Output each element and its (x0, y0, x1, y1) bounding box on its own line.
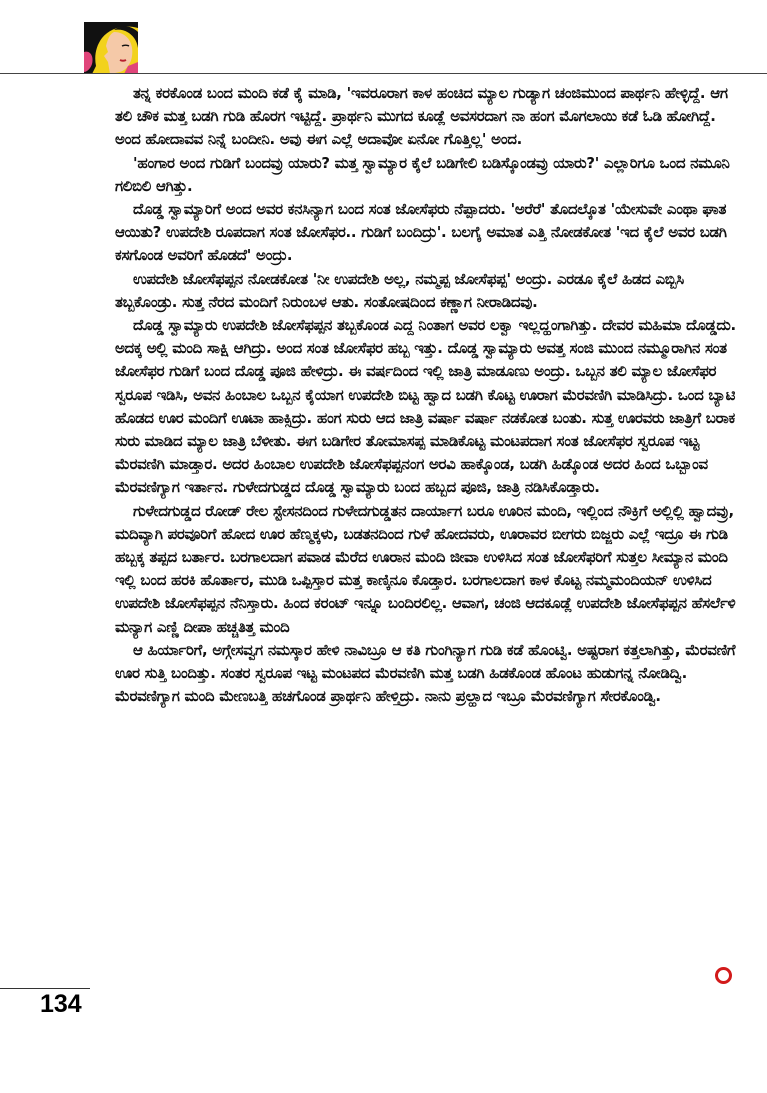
body-text (115, 82, 741, 708)
paragraph: ದೊಡ್ಡ ಸ್ವಾಮ್ಯಾರು ಉಪದೇಶಿ ಜೋಸೆಫಪ್ಪನ ತಬ್ಬಕೊಂಡ ಎದ್ದ ನಿಂತಾಗ ಅವರ ಲಕ್ವಾ ಇಲ್ಲದ್ಹಂಗಾಗಿತ್ತು. ದೇವರ ಮಹಿಮಾ ದೊಡ್ಡದು. ಅದಕ್ಕ ಅಲ್ಲಿ ಮಂದಿ ಸಾಕ್ಷಿ ಆಗಿದ್ರು. ಅಂದ ಸಂತ ಜೋಸೆಫರ ಹಬ್ಬ ಇತ್ತು. ದೊಡ್ಡ ಸ್ವಾಮ್ಯಾರು ಅವತ್ತ ಸಂಜಿ ಮುಂದ ನಮ್ಮೂರಾಗಿನ ಸಂತ ಜೋಸೆಫರ ಗುಡಿಗೆ ಬಂದ ದೊಡ್ಡ ಪೂಜಿ ಹೇಳಿದ್ರು. ಈ ವರ್ಷದಿಂದ ಇಲ್ಲಿ ಜಾತ್ರಿ ಮಾಡೂಣು ಅಂದ್ರು. ಒಬ್ಬನ ತಲಿ ಮ್ಯಾಲ ಜೋಸೆಫರ ಸ್ವರೂಪ ಇಡಿಸಿ, ಅವನ ಹಿಂಬಾಲ ಒಬ್ಬನ ಕೈಯಾಗ ಉಪದೇಶಿ ಬಿಟ್ಟ ಹ್ವಾದ ಬಡಗಿ ಕೊಟ್ಟ ಊರಾಗ ಮೆರವಣಿಗಿ ಮಾಡಿಸಿದ್ರು. ಒಂದ ಬ್ಯಾಟಿ ಹೊಡದ ಊರ ಮಂದಿಗೆ ಊಟಾ ಹಾಕ್ಸಿದ್ರು. ಹಂಗ ಸುರು ಆದ ಜಾತ್ರಿ ವರ್ಷಾ ವರ್ಷಾ ನಡಕೋತ ಬಂತು. ಸುತ್ತ ಊರವರು ಜಾತ್ರಿಗೆ ಬರಾಕ ಸುರು ಮಾಡಿದ ಮ್ಯಾಲ ಜಾತ್ರಿ ಬೆಳೀತು. ಈಗ ಬಡಿಗೇರ ತೋಮಾಸಪ್ಪ ಮಾಡಿಕೊಟ್ಟ ಮಂಟಪದಾಗ ಸಂತ ಜೋಸೆಫರ ಸ್ವರೂಪ ಇಟ್ಟ ಮೆರವಣಿಗಿ ಮಾಡ್ತಾರ. ಅದರ ಹಿಂಬಾಲ ಉಪದೇಶಿ ಜೋಸೆಫಪ್ಪನಂಗ ಅರವಿ ಹಾಕ್ಕೊಂಡ, ಬಡಗಿ ಹಿಡ್ಕೊಂಡ ಅದರ ಹಿಂದ ಒಬ್ಬಾಂವ ಮೆರವಣಿಗ್ಯಾಗ ಇರ್ತಾನ. ಗುಳೇದಗುಡ್ಡದ ದೊಡ್ಡ ಸ್ವಾಮ್ಯಾರು ಬಂದ ಹಬ್ಬದ ಪೂಜಿ, ಜಾತ್ರಿ ನಡಿಸಿಕೊಡ್ತಾರು. (115, 317, 736, 497)
header-logo (84, 22, 138, 74)
page-number: 134 (40, 990, 82, 1018)
paragraph: ಆ ಹಿರ್ಯಾರಿಗೆ, ಅಗ್ಗೇಸವ್ವಗ ನಮಸ್ಕಾರ ಹೇಳಿ ನಾವಿಬ್ರೂ ಆ ಕತಿ ಗುಂಗಿನ್ಯಾಗ ಗುಡಿ ಕಡೆ ಹೊಂಟ್ವಿ. ಅಷ್ಟರಾಗ ಕತ್ತಲಾಗಿತ್ತು, ಮೆರವಣಿಗೆ ಊರ ಸುತ್ತಿ ಬಂದಿತ್ತು. ಸಂತರ ಸ್ವರೂಪ ಇಟ್ಟ ಮಂಟಪದ ಮೆರವಣಿಗಿ ಮತ್ತ ಬಡಗಿ ಹಿಡಕೊಂಡ ಹೊಂಟ ಹುಡುಗನ್ನ ನೋಡಿದ್ವಿ. ಮೆರವಣಿಗ್ಯಾಗ ಮಂದಿ ಮೇಣಬತ್ತಿ ಹಚಗೊಂಡ ಪ್ರಾರ್ಥನಿ ಹೇಳ್ತಿದ್ರು. ನಾನು ಪ್ರಲ್ಹಾದ ಇಬ್ರೂ ಮೆರವಣಿಗ್ಯಾಗ ಸೇರಕೊಂಡ್ವಿ. (115, 641, 736, 706)
paragraph: ಗುಳೇದಗುಡ್ಡದ ರೋಡ್ ರೇಲ ಸ್ಟೇಸನದಿಂದ ಗುಳೇದಗುಡ್ಡತನ ದಾರ್ಯಾಗ ಬರೂ ಊರಿನ ಮಂದಿ, ಇಲ್ಲಿಂದ ನೌಕ್ರಿಗೆ ಅಲ್ಲಿಲ್ಲಿ ಹ್ವಾದವ್ರು, ಮದಿವ್ಯಾಗಿ ಪರವೂರಿಗೆ ಹೋದ ಊರ ಹೆಣ್ಮಕ್ಕಳು, ಬಡತನದಿಂದ ಗುಳೆ ಹೋದವರು, ಊರಾವರ ಬೀಗರು ಬಿಜ್ಜರು ಎಲ್ಲೆ ಇದ್ರೂ ಈ ಗುಡಿ ಹಬ್ಬಕ್ಕ ತಪ್ಪದ ಬರ್ತಾರ. ಬರಗಾಲದಾಗ ಪವಾಡ ಮೆರೆದ ಊರಾನ ಮಂದಿ ಜೀವಾ ಉಳಿಸಿದ ಸಂತ ಜೋಸೆಫರಿಗೆ ಸುತ್ತಲ ಸೀಮ್ಯಾನ ಮಂದಿ ಇಲ್ಲಿ ಬಂದ ಹರಕಿ ಹೊರ್ತಾರ, ಮುಡಿ ಒಪ್ಪಿಸ್ತಾರ ಮತ್ತ ಕಾಣ್ಕಿನೂ ಕೊಡ್ತಾರ. ಬರಗಾಲದಾಗ ಕಾಳ ಕೊಟ್ಟ ನಮ್ಮಮಂದಿಯನ್ ಉಳಿಸಿದ ಉಪದೇಶಿ ಜೋಸೆಫಪ್ಪನ ನೆನಿಸ್ತಾರು. ಹಿಂದ ಕರಂಟ್ ಇನ್ನೂ ಬಂದಿರಲಿಲ್ಲ. ಆವಾಗ, ಚಂಜಿ ಆದಕೂಡ್ಲೆ ಉಪದೇಶಿ ಜೋಸೆಫಪ್ಪನ ಹೆಸರ್ಲೆಳಿ ಮನ್ಯಾಗ ಎಣ್ಣಿ ದೀಪಾ ಹಚ್ಚತಿತ್ತ ಮಂದಿ (115, 502, 736, 636)
face-profile-logo-icon (84, 22, 138, 74)
footer-rule (0, 988, 90, 989)
header-rule (0, 73, 767, 74)
paragraph: 'ಹಂಗಾರ ಅಂದ ಗುಡಿಗೆ ಬಂದವ್ರು ಯಾರು? ಮತ್ತ ಸ್ವಾಮ್ಯಾರ ಕೈಲೆ ಬಡಿಗೇಲಿ ಬಡಿಸ್ಕೊಂಡವ್ರು ಯಾರು?' ಎಲ್ಲಾರಿಗೂ ಒಂದ ನಮೂನಿ ಗಲಿಬಿಲಿ ಆಗಿತ್ತು. (115, 154, 730, 195)
paragraph: ದೊಡ್ಡ ಸ್ವಾಮ್ಯಾರಿಗೆ ಅಂದ ಅವರ ಕನಸಿನ್ಯಾಗ ಬಂದ ಸಂತ ಜೋಸೆಫರು ನೆಪ್ಪಾದರು. 'ಅರೆರೆ' ತೊದಲ್ಕೊತ 'ಯೇಸುವೇ ಎಂಥಾ ಘಾತ ಆಯಿತು? ಉಪದೇಶಿ ರೂಪದಾಗ ಸಂತ ಜೋಸೆಫರ.. ಗುಡಿಗೆ ಬಂದಿದ್ರು'. ಬಲಗೈ ಅಮಾತ ಎತ್ತಿ ನೋಡಕೋತ 'ಇದ ಕೈಲೆ ಅವರ ಬಡಗಿ ಕಸಗೊಂಡ ಅವರಿಗೆ ಹೊಡದೆ' ಅಂದ್ರು. (115, 201, 727, 265)
paragraph: ತನ್ನ ಕರಕೊಂಡ ಬಂದ ಮಂದಿ ಕಡೆ ಕೈ ಮಾಡಿ, 'ಇವರೂರಾಗ ಕಾಳ ಹಂಚಿದ ಮ್ಯಾಲ ಗುಡ್ಯಾಗ ಚಂಜಿಮುಂದ ಪಾರ್ಥನಿ ಹೇಳ್ಳಿದ್ದೆ. ಆಗ ತಲಿ ಚೌಕ ಮತ್ತ ಬಡಗಿ ಗುಡಿ ಹೊರಗ ಇಟ್ಟಿದ್ದೆ. ಪ್ರಾರ್ಥನಿ ಮುಗದ ಕೂಡ್ಲೆ ಅವಸರದಾಗ ನಾ ಹಂಗ ಮೊಗಲಾಯಿ ಕಡೆ ಓಡಿ ಹೋಗಿದ್ದೆ. ಅಂದ ಹೋದಾವವ ನಿನ್ನೆ ಬಂದೀನಿ. ಅವು ಈಗ ಎಲ್ಲೆ ಅದಾವೋ ಏನೋ ಗೊತ್ತಿಲ್ಲ' ಅಂದ. (115, 85, 728, 149)
paragraph: ಉಪದೇಶಿ ಜೋಸೆಫಪ್ಪನ ನೋಡಕೋತ 'ನೀ ಉಪದೇಶಿ ಅಲ್ಲ, ನಮ್ಮಪ್ಪ ಜೋಸೆಫಪ್ಪ' ಅಂದ್ರು. ಎರಡೂ ಕೈಲೆ ಹಿಡದ ಎಬ್ಬಿಸಿ ತಬ್ಬಕೊಂಡ್ರು. ಸುತ್ತ ನೆರದ ಮಂದಿಗೆ ನಿರುಂಬಳ ಆತು. ಸಂತೋಷದಿಂದ ಕಣ್ಣಾಗ ನೀರಾಡಿದವು. (115, 270, 684, 311)
end-of-story-circle-icon (715, 967, 732, 984)
